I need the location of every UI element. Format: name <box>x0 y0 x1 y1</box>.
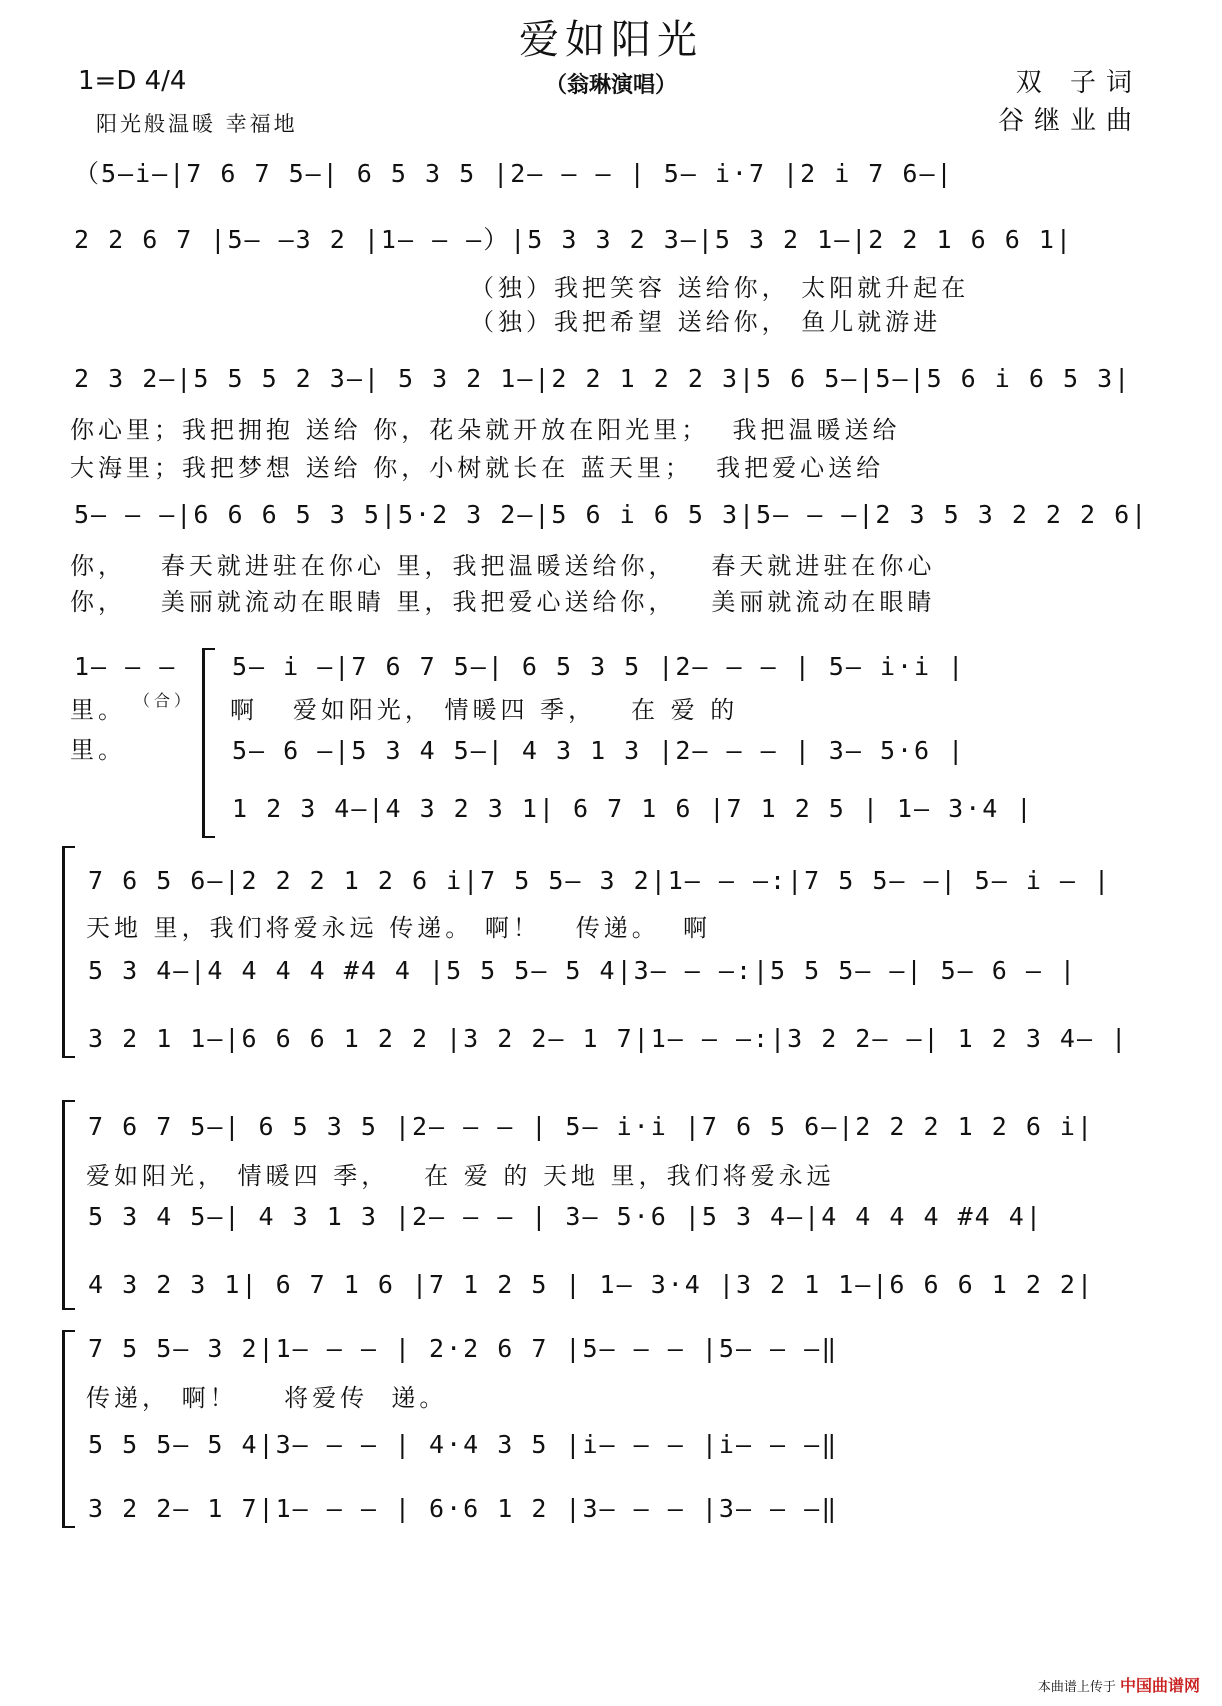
choir2-brace <box>62 846 75 1058</box>
footer-attribution <box>1038 1673 1200 1696</box>
choir1-lead-lyric-1: 里。 <box>70 696 126 724</box>
choir4-part-3-notes: 3 2 2— 1 7|1— — — | 6·6 1 2 |3— — — |3— — —‖ <box>88 1494 839 1523</box>
choir3-part-3-notes: 4 3 2 3 1| 6 7 1 6 |7 1 2 5 | 1— 3·4 |3 2 1 1—|6 6 6 1 2 2| <box>88 1270 1095 1299</box>
chorus-mark: （合） <box>134 691 195 710</box>
footer-brand-logo[interactable]: 中国曲谱网 <box>1119 1676 1200 1695</box>
choir2-part-2-notes: 5 3 4—|4 4 4 4 #4 4 |5 5 5— 5 4|3— — —:|5 5 5— —| 5— 6 — | <box>88 956 1077 985</box>
lyricist-credit: 双 子词 <box>1015 68 1142 98</box>
score-row-2-lyric-2: （独）我把希望 送给你， 鱼儿就游进 <box>470 308 942 336</box>
choir2-part-1-notes: 7 6 5 6—|2 2 2 1 2 6 i|7 5 5— 3 2|1— — —:|7 5 5— —| 5— i — | <box>88 866 1112 895</box>
score-row-2-lyric-1: （独）我把笑容 送给你， 太阳就升起在 <box>470 274 970 302</box>
choir4-part-2-notes: 5 5 5— 5 4|3— — — | 4·4 3 5 |i— — — |i— — —‖ <box>88 1430 839 1459</box>
composer-credit: 谷继业曲 <box>997 106 1142 136</box>
choir1-part-2-notes: 5— 6 —|5 3 4 5—| 4 3 1 3 |2— — — | 3— 5·6 | <box>232 736 966 765</box>
singer-credit: （翁琳演唱） <box>544 72 677 98</box>
score-row-3-lyric-1: 你心里；我把拥抱 送给 你，花朵就开放在阳光里； 我把温暖送给 <box>70 416 901 444</box>
footer-upload-text: 本曲谱上传于 <box>1037 1680 1116 1695</box>
score-row-4-notes: 5— — —|6 6 6 5 3 5|5·2 3 2—|5 6 i 6 5 3|5— — —|2 3 5 3 2 2 2 6| <box>74 500 1149 529</box>
song-title: 爱如阳光 <box>519 17 703 63</box>
score-row-4-lyric-2: 你， 美丽就流动在眼睛 里，我把爱心送给你， 美丽就流动在眼睛 <box>70 588 936 616</box>
choir1-part-1-notes: 5— i —|7 6 7 5—| 6 5 3 5 |2— — — | 5— i·i | <box>232 652 966 681</box>
choir1-part-3-notes: 1 2 3 4—|4 3 2 3 1| 6 7 1 6 |7 1 2 5 | 1— 3·4 | <box>232 794 1034 823</box>
score-row-3-notes: 2 3 2—|5 5 5 2 3—| 5 3 2 1—|2 2 1 2 2 3|5 6 5—|5—|5 6 i 6 5 3| <box>74 364 1132 393</box>
choir1-lead-lyric-2: 里。 <box>70 736 126 764</box>
choir1-brace <box>202 648 215 838</box>
score-row-2-notes: 2 2 6 7 |5— —3 2 |1— — —）|5 3 3 2 3—|5 3 2 1—|2 2 1 6 6 1| <box>74 225 1073 254</box>
tempo-marking: 阳光般温暖 幸福地 <box>96 112 298 136</box>
choir3-part-2-notes: 5 3 4 5—| 4 3 1 3 |2— — — | 3— 5·6 |5 3 4—|4 4 4 4 #4 4| <box>88 1202 1043 1231</box>
choir2-part-3-notes: 3 2 1 1—|6 6 6 1 2 2 |3 2 2— 1 7|1— — —:|3 2 2— —| 1 2 3 4— | <box>88 1024 1129 1053</box>
choir1-part-1-lyric: 啊 爱如阳光， 情暖四 季， 在 爱 的 <box>230 696 739 724</box>
choir3-part-1-lyric: 爱如阳光， 情暖四 季， 在 爱 的 天地 里，我们将爱永远 <box>86 1162 835 1190</box>
choir1-lead-notes: 1— — — <box>74 652 177 681</box>
score-row-3-lyric-2: 大海里；我把梦想 送给 你，小树就长在 蓝天里； 我把爱心送给 <box>70 454 885 482</box>
choir4-part-1-notes: 7 5 5— 3 2|1— — — | 2·2 6 7 |5— — — |5— — —‖ <box>88 1334 839 1363</box>
choir3-brace <box>62 1100 75 1310</box>
score-row-4-lyric-1: 你， 春天就进驻在你心 里，我把温暖送给你， 春天就进驻在你心 <box>70 552 936 580</box>
choir2-part-1-lyric: 天地 里，我们将爱永远 传递。 啊！ 传递。 啊 <box>86 914 712 942</box>
choir3-part-1-notes: 7 6 7 5—| 6 5 3 5 |2— — — | 5— i·i |7 6 5 6—|2 2 2 1 2 6 i| <box>88 1112 1095 1141</box>
choir4-brace <box>62 1330 75 1528</box>
score-row-1-notes: （5—i—|7 6 7 5—| 6 5 3 5 |2— — — | 5— i·7 |2 i 7 6—| <box>74 159 954 188</box>
choir4-part-1-lyric: 传递， 啊！ 将爱传 递。 <box>86 1384 448 1412</box>
key-signature: 1=D 4/4 <box>78 66 187 96</box>
